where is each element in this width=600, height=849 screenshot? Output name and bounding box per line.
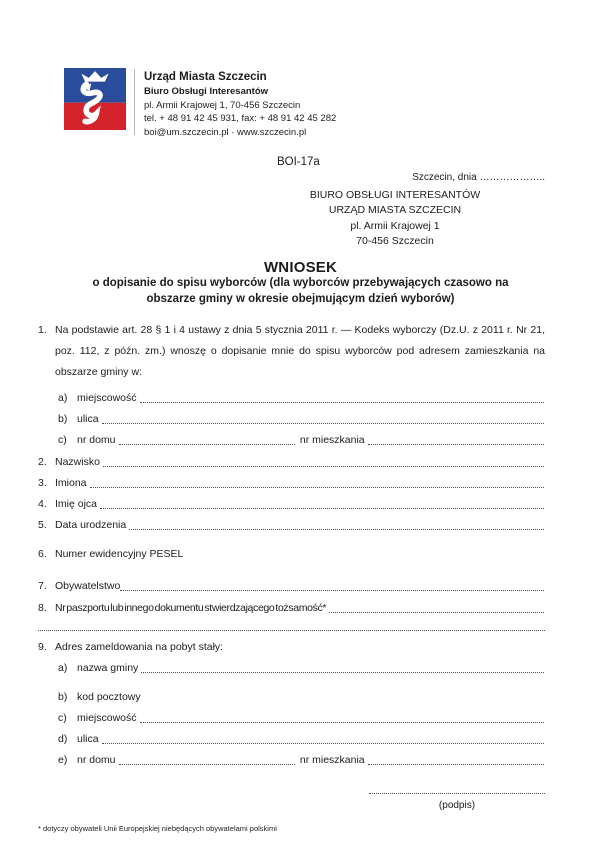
item-1c-label: nr domu <box>77 433 116 446</box>
item-9e-label: nr domu <box>77 753 116 766</box>
item-1a-marker: a) <box>58 391 68 404</box>
recipient-line-4: 70-456 Szczecin <box>356 234 434 247</box>
item-9 <box>38 641 545 654</box>
field-kod-pocztowy <box>38 691 545 704</box>
item-1c-marker: c) <box>58 433 67 446</box>
field-nr-domu-2 <box>38 754 545 767</box>
item-7-fill-line <box>120 590 544 591</box>
field-imiona <box>38 477 545 490</box>
item-8-fill-line <box>329 612 544 613</box>
item-9d-label: ulica <box>77 732 99 745</box>
item-9b-label: kod pocztowy <box>77 690 141 703</box>
item-1b-marker: b) <box>58 412 68 425</box>
item-9c-label: miejscowość <box>77 711 137 724</box>
item-9e-fill-line-1 <box>119 764 295 765</box>
form-subtitle-line-2: obszarze gminy w okresie obejmującym dzień wyborów) <box>146 292 455 305</box>
item-9d-fill-line <box>102 743 544 744</box>
title-block <box>38 259 563 308</box>
field-nr-paszportu <box>38 602 545 615</box>
item-9c-marker: c) <box>58 711 67 724</box>
field-nr-domu-1 <box>38 434 545 447</box>
signature-caption: (podpis) <box>438 799 476 811</box>
item-1c-fill-line-1 <box>119 444 295 445</box>
recipient-block <box>265 188 525 249</box>
item-5-label: Data urodzenia <box>55 518 127 531</box>
field-nazwisko <box>38 456 545 469</box>
item-8-label: Nr paszportu lub innego dokumentu stwierdzającego tożsamość* <box>55 601 327 614</box>
footnote: * dotyczy obywateli Unii Europejskiej niebędących obywatelami polskimi <box>38 823 277 833</box>
item-2-number: 2. <box>38 455 47 468</box>
letterhead-divider <box>134 69 135 135</box>
field-pesel <box>38 548 545 561</box>
szczecin-logo-icon <box>64 68 126 130</box>
item-7-label: Obywatelstwo <box>55 579 121 592</box>
field-miejscowosc-2 <box>38 712 545 725</box>
item-9a-marker: a) <box>58 661 68 674</box>
item-2-fill-line <box>103 466 544 467</box>
office-name: Biuro Obsługi Interesantów <box>144 85 269 97</box>
form-body <box>38 320 545 833</box>
field-nazwa-gminy <box>38 662 545 675</box>
item-3-number: 3. <box>38 476 47 489</box>
signature-block <box>369 793 545 811</box>
field-data-urodzenia <box>38 519 545 532</box>
field-obywatelstwo <box>38 580 545 593</box>
form-code: BOI-17a <box>277 156 320 169</box>
item-1 <box>38 320 545 383</box>
item-9b-marker: b) <box>58 690 68 703</box>
item-3-fill-line <box>90 487 544 488</box>
item-5-fill-line <box>129 529 544 530</box>
item-1c-label-2: nr mieszkania <box>299 433 365 446</box>
field-imie-ojca <box>38 498 545 511</box>
field-miejscowosc-1 <box>38 392 545 405</box>
item-9e-marker: e) <box>58 753 68 766</box>
field-ulica-1 <box>38 413 545 426</box>
recipient-line-3: pl. Armii Krajowej 1 <box>350 219 440 232</box>
item-1-text: Na podstawie art. 28 § 1 i 4 ustawy z dnia 5 stycznia 2011 r. — Kodeks wyborczy (Dz.U. z 2011 r. Nr 21, poz. 112, z późn. zm.) wnoszę o dopisanie mnie do spisu wyborców pod adresem zamieszkania na obszarze gminy w: <box>55 323 545 378</box>
org-phone: tel. + 48 91 42 45 931, fax: + 48 91 42 45 282 <box>144 113 337 125</box>
item-6-number: 6. <box>38 547 47 560</box>
date-line: Szczecin, dnia ……………….. <box>412 172 545 184</box>
item-8-number: 8. <box>38 601 47 614</box>
item-9-number: 9. <box>38 640 47 653</box>
org-address: pl. Armii Krajowej 1, 70-456 Szczecin <box>144 99 301 111</box>
item-5-number: 5. <box>38 518 47 531</box>
field-ulica-2 <box>38 733 545 746</box>
item-9e-fill-line-2 <box>368 764 544 765</box>
item-8-continuation-line <box>38 628 545 631</box>
org-name: Urząd Miasta Szczecin <box>144 71 267 83</box>
item-9a-label: nazwa gminy <box>77 661 139 674</box>
item-2-label: Nazwisko <box>55 455 100 468</box>
item-4-number: 4. <box>38 497 47 510</box>
item-1a-fill-line <box>140 402 544 403</box>
item-1-number: 1. <box>38 323 47 336</box>
form-subtitle-line-1: o dopisanie do spisu wyborców (dla wyborców przebywających czasowo na <box>92 277 509 290</box>
item-1c-fill-line-2 <box>368 444 544 445</box>
item-9d-marker: d) <box>58 732 68 745</box>
org-web: boi@um.szczecin.pl · www.szczecin.pl <box>144 126 307 138</box>
form-title: WNIOSEK <box>263 259 338 277</box>
item-6-label: Numer ewidencyjny PESEL <box>55 547 184 560</box>
item-1b-label: ulica <box>77 412 99 425</box>
recipient-line-1: BIURO OBSŁUGI INTERESANTÓW <box>309 189 481 202</box>
item-9c-fill-line <box>140 722 544 723</box>
item-7-number: 7. <box>38 579 47 592</box>
item-9e-label-2: nr mieszkania <box>299 753 365 766</box>
item-9-label: Adres zameldowania na pobyt stały: <box>55 640 224 653</box>
item-4-label: Imię ojca <box>55 497 98 510</box>
item-1a-label: miejscowość <box>77 391 137 404</box>
item-9a-fill-line <box>141 672 544 673</box>
letterhead <box>64 68 545 139</box>
recipient-line-2: URZĄD MIASTA SZCZECIN <box>328 204 462 217</box>
item-1b-fill-line <box>102 423 544 424</box>
item-3-label: Imiona <box>55 476 87 489</box>
item-4-fill-line <box>100 508 544 509</box>
